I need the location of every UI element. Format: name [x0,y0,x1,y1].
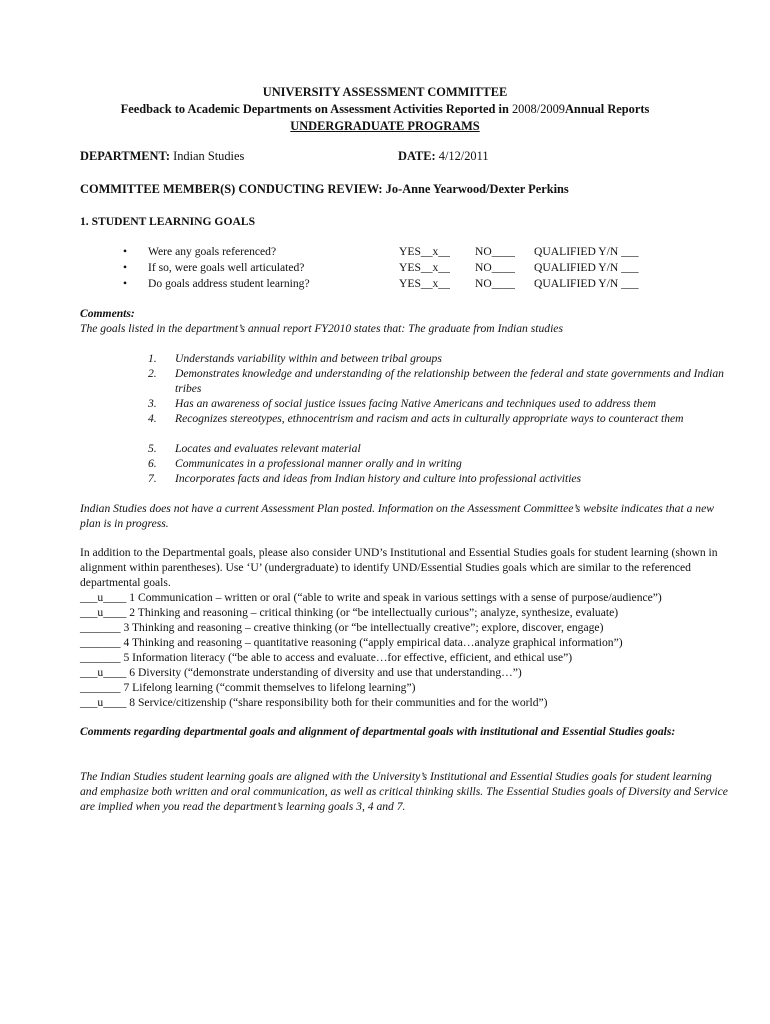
goal-text: Incorporates facts and ideas from Indian history and culture into professional activities [175,472,582,485]
institutional-goal-line: _______ 3 Thinking and reasoning – creative thinking (or “be intellectually creative”; explore, discover, engage) [80,621,604,634]
qualified-answer: QUALIFIED Y/N ___ [534,261,639,274]
goal-number: 6. [148,457,157,470]
institutional-goal-line: ___u____ 2 Thinking and reasoning – critical thinking (or “be intellectually curious”; analyze, synthesize, evaluate) [80,606,619,619]
document-subtitle [0,101,770,118]
goal-number: 1. [148,352,157,365]
question-text: Do goals address student learning? [148,277,310,290]
goal-text: Has an awareness of social justice issues facing Native Americans and techniques used to address them [175,397,656,410]
date-value: 4/12/2011 [438,149,489,163]
institutional-goal-line: ___u____ 8 Service/citizenship (“share responsibility both for their communities and for the world”) [80,696,548,709]
institutional-goal-line: _______ 5 Information literacy (“be able to access and evaluate…for effective, efficient, and ethical use”) [80,651,573,664]
document-program-heading [0,118,770,135]
goal-number: 5. [148,442,157,455]
department-label: DEPARTMENT: [80,149,170,163]
goal-text: Locates and evaluates relevant material [175,442,361,455]
comments-intro: The goals listed in the department’s annual report FY2010 states that: The graduate from Indian studies [80,322,563,335]
committee-label: COMMITTEE MEMBER(S) CONDUCTING REVIEW: [80,182,383,196]
department-goal-item [148,351,738,366]
date-label: DATE: [398,149,436,163]
section-heading-student-learning-goals: 1. STUDENT LEARNING GOALS [80,215,256,228]
question-text: If so, were goals well articulated? [148,261,305,274]
department-line [80,149,244,164]
no-answer: NO____ [475,277,515,290]
assessment-plan-note: Indian Studies does not have a current Assessment Plan posted. Information on the Assessment Committee’s website indicates that a new plan is in progress. [80,502,714,530]
institutional-goal-line: _______ 4 Thinking and reasoning – quantitative reasoning (“apply empirical data…analyze graphical information”) [80,636,623,649]
committee-value: Jo-Anne Yearwood/Dexter Perkins [385,182,569,196]
program-heading-text: UNDERGRADUATE PROGRAMS [290,119,480,133]
goal-text: Recognizes stereotypes, ethnocentrism and racism and acts in culturally appropriate ways to counteract them [175,412,684,425]
department-goal-item [148,366,738,396]
department-goal-item [148,441,738,456]
qualified-answer: QUALIFIED Y/N ___ [534,245,639,258]
institutional-goal-line: ___u____ 6 Diversity (“demonstrate understanding of diversity and use that understanding…”) [80,666,522,679]
question-row [123,276,663,292]
department-goal-item [148,456,738,471]
department-goal-item [148,396,738,411]
question-row [123,260,663,276]
goal-number: 4. [148,412,157,425]
goal-text: Demonstrates knowledge and understanding of the relationship between the federal and state governments and Indian tribes [175,367,724,395]
department-value: Indian Studies [173,149,245,163]
department-goal-item [148,411,738,441]
subtitle-pre: Feedback to Academic Departments on Assessment Activities Reported in [120,102,512,116]
institutional-goals-intro: In addition to the Departmental goals, please also consider UND’s Institutional and Essential Studies goals for student learning (shown in alignment within parentheses). Use ‘U’ (undergraduate) to identify UND/Essential Studies goals which are similar to the referenced departmental goals. [80,546,718,589]
bullet-icon: • [123,277,128,290]
question-text: Were any goals referenced? [148,245,277,258]
date-line [398,149,489,164]
goal-number: 2. [148,367,157,380]
alignment-comments-heading: Comments regarding departmental goals and alignment of departmental goals with institutional and Essential Studies goals: [80,725,676,738]
committee-line [80,182,569,197]
bullet-icon: • [123,261,128,274]
yes-answer: YES__x__ [399,245,450,258]
qualified-answer: QUALIFIED Y/N ___ [534,277,639,290]
no-answer: NO____ [475,261,515,274]
subtitle-year: 2008/2009 [511,102,565,116]
goal-text: Communicates in a professional manner orally and in writing [175,457,462,470]
subtitle-post: Annual Reports [564,102,650,116]
question-row [123,244,663,260]
bullet-icon: • [123,245,128,258]
department-goal-item [148,471,738,486]
document-title: UNIVERSITY ASSESSMENT COMMITTEE [262,85,508,99]
goal-number: 7. [148,472,157,485]
institutional-goal-line: _______ 7 Lifelong learning (“commit themselves to lifelong learning”) [80,681,416,694]
alignment-comments-body: The Indian Studies student learning goals are aligned with the University’s Institutional and Essential Studies goals for student learning and emphasize both written and oral communication, as well as critical thinking skills. The Essential Studies goals of Diversity and Service are implied when you read the department’s learning goals 3, 4 and 7. [80,770,728,813]
no-answer: NO____ [475,245,515,258]
institutional-goal-line: ___u____ 1 Communication – written or oral (“able to write and speak in various settings with a sense of purpose/audience”) [80,591,662,604]
yes-answer: YES__x__ [399,261,450,274]
goal-text: Understands variability within and between tribal groups [175,352,442,365]
yes-answer: YES__x__ [399,277,450,290]
goal-number: 3. [148,397,157,410]
comments-label: Comments: [80,307,135,320]
